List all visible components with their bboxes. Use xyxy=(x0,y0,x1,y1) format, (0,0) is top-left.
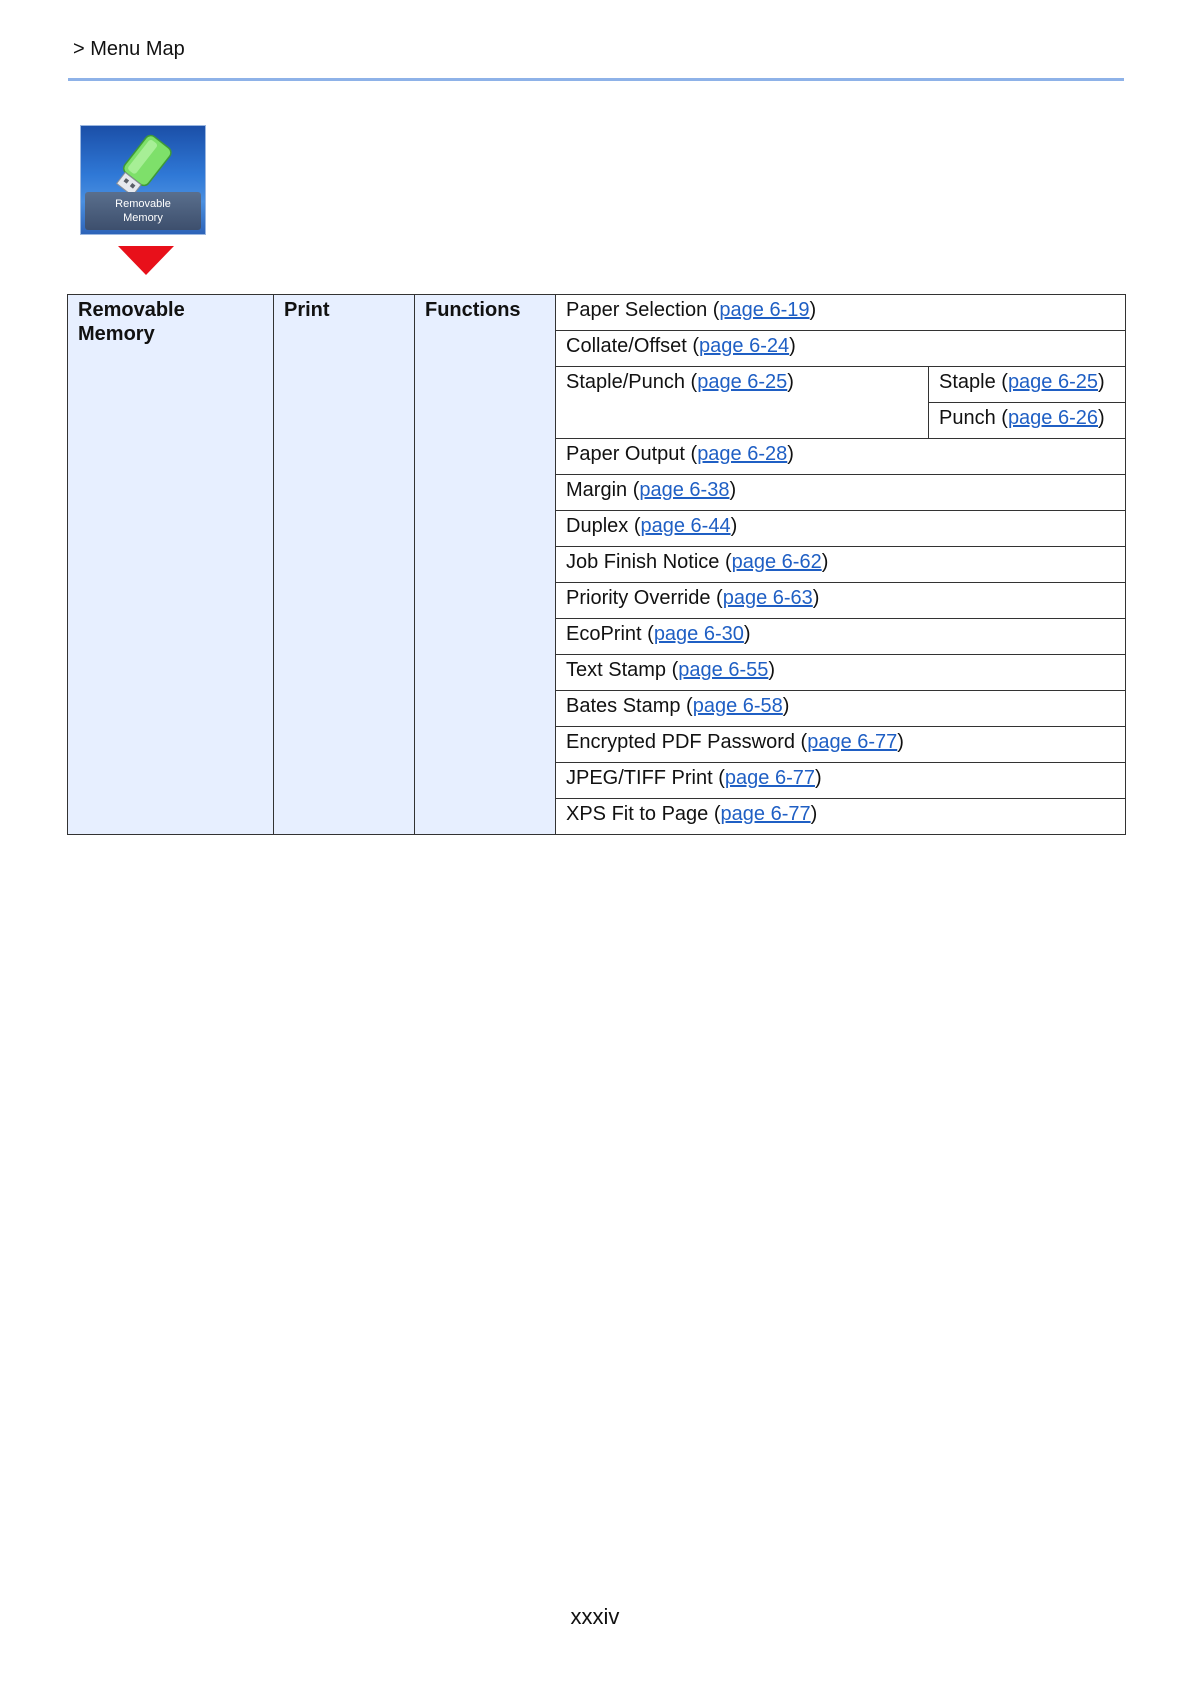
function-item: Staple/Punch (page 6-25) xyxy=(556,367,929,439)
page-link[interactable]: page 6-77 xyxy=(724,767,815,789)
function-item: Paper Selection (page 6-19) xyxy=(556,295,1126,331)
function-item: EcoPrint (page 6-30) xyxy=(556,619,1126,655)
function-item: Job Finish Notice (page 6-62) xyxy=(556,547,1126,583)
page-link[interactable]: page 6-63 xyxy=(722,587,813,609)
down-arrow-icon xyxy=(118,246,174,276)
level1-cell: Removable Memory xyxy=(68,295,274,835)
page-link[interactable]: page 6-19 xyxy=(719,299,810,321)
function-item: Bates Stamp (page 6-58) xyxy=(556,691,1126,727)
icon-label-line2: Memory xyxy=(123,212,163,224)
page-link[interactable]: page 6-77 xyxy=(720,803,811,825)
page-link[interactable]: page 6-30 xyxy=(653,623,744,645)
function-item: JPEG/TIFF Print (page 6-77) xyxy=(556,763,1126,799)
removable-memory-app-icon xyxy=(80,125,206,235)
page-link[interactable]: page 6-24 xyxy=(699,335,790,357)
function-item: Text Stamp (page 6-55) xyxy=(556,655,1126,691)
breadcrumb[interactable]: > Menu Map xyxy=(73,38,185,60)
page-link[interactable]: page 6-25 xyxy=(1007,371,1099,393)
page-link[interactable]: page 6-38 xyxy=(639,479,730,501)
page-link[interactable]: page 6-44 xyxy=(640,515,731,537)
sub-function-item: Punch (page 6-26) xyxy=(929,403,1126,439)
page-number: xxxiv xyxy=(570,1604,620,1629)
function-item: Duplex (page 6-44) xyxy=(556,511,1126,547)
icon-label-line1: Removable xyxy=(115,198,171,210)
function-item: Collate/Offset (page 6-24) xyxy=(556,331,1126,367)
sub-function-item: Staple (page 6-25) xyxy=(929,367,1126,403)
page-link[interactable]: page 6-58 xyxy=(692,695,783,717)
function-item: XPS Fit to Page (page 6-77) xyxy=(556,799,1126,835)
function-item: Margin (page 6-38) xyxy=(556,475,1126,511)
page-link[interactable]: page 6-62 xyxy=(731,551,822,573)
table-row xyxy=(68,295,1126,331)
function-item: Priority Override (page 6-63) xyxy=(556,583,1126,619)
page-link[interactable]: page 6-55 xyxy=(678,659,769,681)
menu-map-table xyxy=(67,294,1126,835)
header-divider xyxy=(68,78,1124,81)
page-link[interactable]: page 6-77 xyxy=(807,731,898,753)
page-link[interactable]: page 6-28 xyxy=(697,443,788,465)
page-link[interactable]: page 6-26 xyxy=(1007,407,1099,429)
level2-cell: Print xyxy=(274,295,415,835)
function-item: Paper Output (page 6-28) xyxy=(556,439,1126,475)
icon-label xyxy=(85,192,201,230)
level3-cell: Functions xyxy=(415,295,556,835)
function-item: Encrypted PDF Password (page 6-77) xyxy=(556,727,1126,763)
page-link[interactable]: page 6-25 xyxy=(697,371,788,393)
